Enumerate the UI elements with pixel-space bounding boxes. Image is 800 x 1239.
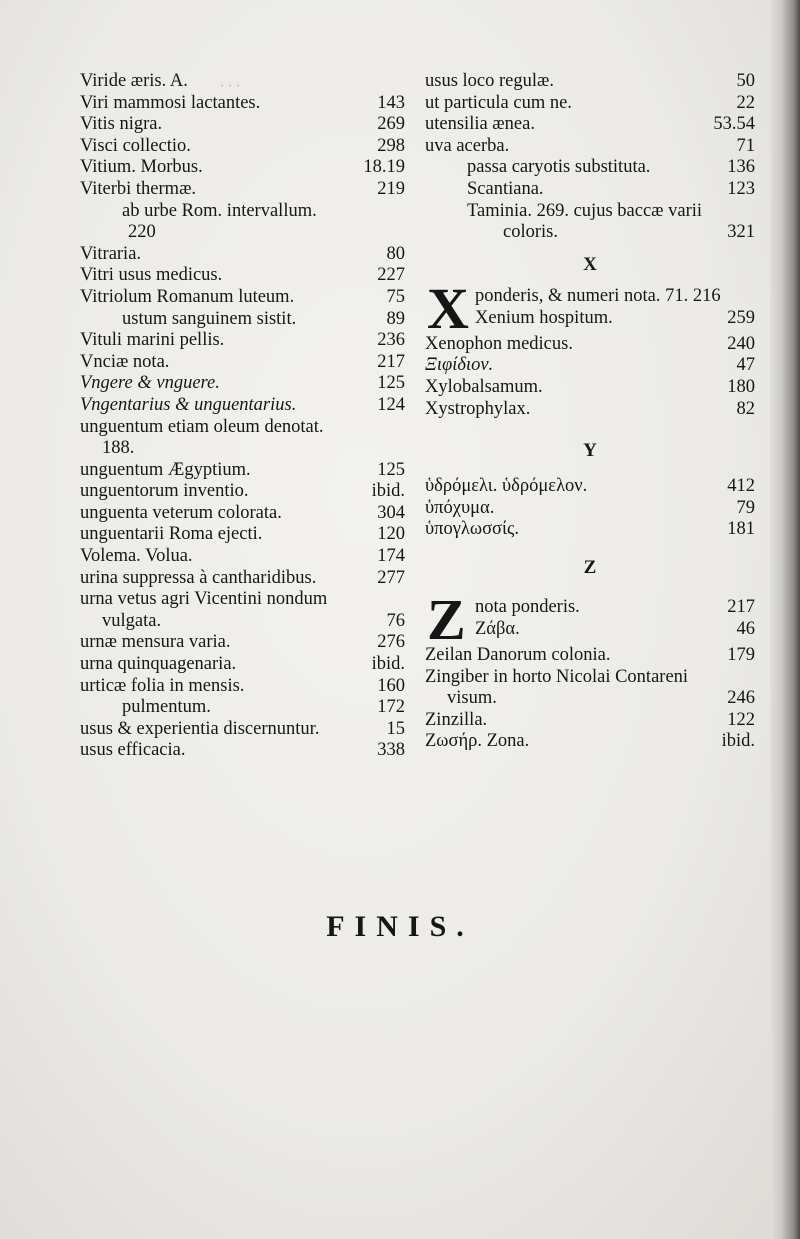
index-entry: [80, 654, 405, 676]
drop-cap-z: Z: [427, 586, 466, 652]
index-entry: [80, 568, 405, 590]
index-entry: [425, 179, 755, 201]
index-entry-text: Scantiana.: [467, 178, 544, 199]
index-entry: [80, 611, 405, 633]
page-reference: 123: [727, 178, 755, 199]
index-entry-text: Xylobalsamum.: [425, 376, 543, 397]
index-entry: [425, 710, 755, 732]
index-entry: [80, 201, 405, 223]
index-entry-text: Vituli marini pellis.: [80, 330, 225, 351]
page-reference: 277: [377, 567, 405, 588]
finis-colophon: FINIS.: [326, 910, 474, 943]
page-reference: 82: [736, 398, 755, 419]
index-entry: [80, 93, 405, 115]
index-entry-text: Zeilan Danorum colonia.: [425, 644, 611, 665]
index-entry: [80, 676, 405, 698]
index-entry: [425, 114, 755, 136]
index-entry-text: Vngere & vnguere.: [80, 373, 220, 394]
drop-cap-x: X: [427, 275, 469, 341]
index-entry: [80, 287, 405, 309]
page-reference: 89: [386, 308, 405, 329]
index-entry-text: unguentorum inventio.: [80, 481, 249, 502]
index-entry-text: unguentarii Roma ejecti.: [80, 524, 263, 545]
index-entry: [80, 244, 405, 266]
index-entry: [80, 740, 405, 762]
page-reference: 79: [736, 497, 755, 518]
index-entry: [425, 377, 755, 399]
page-reference: 298: [377, 135, 405, 156]
index-entry: [80, 719, 405, 741]
index-entry-text: ut particula cum ne.: [425, 92, 572, 113]
index-entry-text: 220: [128, 222, 156, 243]
page-reference: 125: [377, 373, 405, 394]
index-entry-text: unguentum Ægyptium.: [80, 459, 251, 480]
index-entry-text: ὑπόχυμα.: [425, 497, 495, 518]
index-entry-text: Ζωσήρ. Zona.: [425, 731, 530, 752]
page-reference: 143: [377, 92, 405, 113]
index-entry: [425, 334, 755, 356]
page-reference: 240: [727, 333, 755, 354]
index-column-right: [425, 71, 755, 753]
bleed-through-text: · · ·: [220, 78, 240, 95]
index-entry-text: unguenta veterum colorata.: [80, 502, 282, 523]
index-entry-text: passa caryotis substituta.: [467, 157, 651, 178]
page-reference: 259: [727, 307, 755, 328]
index-entry: [80, 632, 405, 654]
index-entry-text: ponderis, & numeri nota. 71. 216: [475, 285, 721, 306]
index-entry: [425, 667, 755, 689]
index-entry: [80, 136, 405, 158]
index-entry-text: Vnciæ nota.: [80, 351, 170, 372]
page-reference: 75: [386, 286, 405, 307]
index-entry-text: pulmentum.: [122, 697, 211, 718]
index-entry-text: usus & experientia discernuntur.: [80, 718, 320, 739]
index-entry-text: nota ponderis.: [475, 596, 580, 617]
index-entry-text: Ζάβα.: [475, 618, 520, 639]
page-reference: 180: [727, 376, 755, 397]
page-reference: 172: [377, 697, 405, 718]
index-entry-text: ab urbe Rom. intervallum.: [122, 200, 317, 221]
x-initial-entry: [425, 275, 755, 341]
index-entry-text: uva acerba.: [425, 135, 510, 156]
page-reference: 174: [377, 546, 405, 567]
index-entry-text: Zingiber in horto Nicolai Contareni: [425, 666, 689, 687]
index-entry-text: Viri mammosi lactantes.: [80, 92, 261, 113]
index-entry-text: Viride æris. A.: [80, 71, 188, 91]
index-entry: [80, 481, 405, 503]
index-entry: [80, 179, 405, 201]
index-entry: [80, 524, 405, 546]
index-entry-text: Ξιφίδιον.: [425, 355, 494, 376]
page-reference: 53.54: [713, 114, 755, 135]
index-entry-text: Vitis nigra.: [80, 114, 163, 135]
page-reference: 338: [377, 740, 405, 761]
index-entry: [425, 645, 755, 667]
index-entry: [80, 309, 405, 331]
section-letter-x: X: [583, 253, 597, 275]
index-entry-text: urna quinquagenaria.: [80, 654, 237, 675]
page-reference: 217: [727, 596, 755, 617]
index-entry-text: Xenophon medicus.: [425, 333, 573, 354]
index-entry-text: urnæ mensura varia.: [80, 632, 231, 653]
index-entry: [80, 222, 405, 244]
page-reference: 50: [736, 71, 755, 91]
page-reference: 276: [377, 632, 405, 653]
page-reference: 160: [377, 675, 405, 696]
index-entry-text: utensilia ænea.: [425, 114, 535, 135]
index-entry: [80, 114, 405, 136]
page-reference: ibid.: [371, 481, 405, 502]
index-entry: [80, 546, 405, 568]
page-reference: 227: [377, 265, 405, 286]
index-entry: [80, 71, 405, 93]
page-reference: 136: [727, 157, 755, 178]
index-entry-text: urna vetus agri Vicentini nondum: [80, 589, 328, 610]
index-entry: [425, 71, 755, 93]
page-reference: 124: [377, 394, 405, 415]
index-entry: [80, 503, 405, 525]
index-entry: [425, 498, 755, 520]
index-entry-text: Vitraria.: [80, 243, 142, 264]
index-entry-text: Vngentarius & unguentarius.: [80, 394, 297, 415]
index-entry: [425, 355, 755, 377]
page-reference: 18.19: [363, 157, 405, 178]
page-reference: 304: [377, 502, 405, 523]
page-reference: 46: [736, 618, 755, 639]
index-entry: [425, 731, 755, 753]
page-reference: 246: [727, 688, 755, 709]
page-reference: 122: [727, 709, 755, 730]
page-reference: 22: [736, 92, 755, 113]
index-entry-text: usus efficacia.: [80, 740, 186, 761]
page-reference: 217: [377, 351, 405, 372]
index-entry: [425, 399, 755, 421]
index-entry-text: Xenium hospitum.: [475, 307, 613, 328]
page-reference: 76: [386, 610, 405, 631]
index-entry: [80, 373, 405, 395]
index-entry: [425, 201, 755, 223]
index-entry-text: usus loco regulæ.: [425, 71, 554, 91]
page-reference: 236: [377, 330, 405, 351]
index-entry-text: Vitri usus medicus.: [80, 265, 223, 286]
page-reference: 412: [727, 476, 755, 497]
index-entry-text: Taminia. 269. cujus baccæ varii: [467, 200, 703, 221]
page-reference: 181: [727, 519, 755, 540]
page-reference: ibid.: [721, 731, 755, 752]
index-entry: [80, 589, 405, 611]
index-entry-text: ὑπογλωσσίς.: [425, 519, 519, 540]
page-gutter-edge: [770, 0, 800, 1239]
section-letter-y: Y: [583, 440, 597, 462]
page-reference: 125: [377, 459, 405, 480]
index-entry-text: unguentum etiam oleum denotat.: [80, 416, 324, 437]
index-entry-text: Vitriolum Romanum luteum.: [80, 286, 295, 307]
page-reference: 120: [377, 524, 405, 545]
index-entry-text: urina suppressa à cantharidibus.: [80, 567, 317, 588]
index-entry: [80, 697, 405, 719]
index-entry-text: Viterbi thermæ.: [80, 178, 197, 199]
index-entry-text: 188.: [102, 438, 135, 459]
index-entry: [80, 265, 405, 287]
page-reference: ibid.: [371, 654, 405, 675]
page-reference: 321: [727, 222, 755, 243]
section-letter-z: Z: [583, 556, 597, 578]
index-entry: [80, 417, 405, 439]
index-entry-text: ustum sanguinem sistit.: [122, 308, 297, 329]
index-entry: [425, 519, 755, 541]
index-entry-text: vulgata.: [102, 610, 162, 631]
index-entry: [80, 395, 405, 417]
index-entry: [425, 157, 755, 179]
page-reference: 71: [736, 135, 755, 156]
index-entry: [80, 438, 405, 460]
index-entry-text: urticæ folia in mensis.: [80, 675, 245, 696]
index-column-left: [80, 71, 405, 762]
index-entry: [425, 136, 755, 158]
index-entry-text: Visci collectio.: [80, 135, 191, 156]
index-entry: [425, 688, 755, 710]
page-reference: 269: [377, 114, 405, 135]
index-entry-text: Xystrophylax.: [425, 398, 531, 419]
page-reference: 47: [736, 355, 755, 376]
page-reference: 179: [727, 644, 755, 665]
page-reference: 15: [386, 718, 405, 739]
index-entry: [425, 476, 755, 498]
index-entry-text: visum.: [447, 688, 497, 709]
index-entry-text: Vitium. Morbus.: [80, 157, 203, 178]
index-entry-text: ὑδρόμελι. ὑδρόμελον.: [425, 476, 588, 497]
index-entry: [80, 352, 405, 374]
page-reference: 219: [377, 178, 405, 199]
index-entry-text: Volema. Volua.: [80, 546, 193, 567]
index-entry: [425, 93, 755, 115]
index-entry: [425, 222, 755, 244]
index-entry-text: Zinzilla.: [425, 709, 488, 730]
z-initial-entry: [425, 586, 755, 652]
index-entry: [80, 330, 405, 352]
page-reference: 80: [386, 243, 405, 264]
index-entry: [80, 460, 405, 482]
index-entry-text: coloris.: [503, 222, 558, 243]
index-entry: [80, 157, 405, 179]
